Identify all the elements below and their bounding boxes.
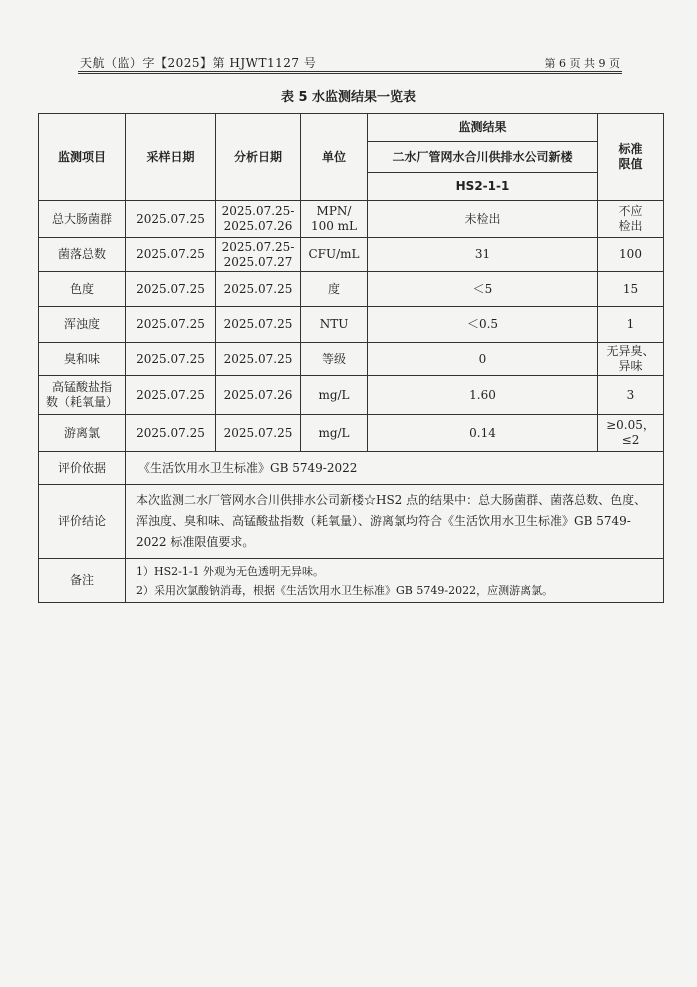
page-info: 第 6 页 共 9 页: [544, 57, 620, 70]
cell-sampling-date: 2025.07.25: [126, 415, 216, 452]
cell-item: 游离氯: [39, 415, 126, 452]
cell-result: ＜0.5: [368, 307, 598, 343]
cell-result: 未检出: [368, 201, 598, 238]
cell-unit: NTU: [301, 307, 368, 343]
cell-unit: CFU/mL: [301, 238, 368, 272]
cell-unit: mg/L: [301, 415, 368, 452]
notes-label: 备注: [39, 559, 126, 603]
cell-analysis-date: 2025.07.25: [216, 415, 301, 452]
cell-limit: 1: [598, 307, 664, 343]
cell-item: 色度: [39, 272, 126, 307]
cell-limit: 100: [598, 238, 664, 272]
cell-sampling-date: 2025.07.25: [126, 343, 216, 376]
cell-result: 0.14: [368, 415, 598, 452]
cell-sampling-date: 2025.07.25: [126, 272, 216, 307]
header-analysis-date: 分析日期: [216, 114, 301, 201]
cell-limit: 15: [598, 272, 664, 307]
table-row: [39, 343, 664, 376]
table-row: [39, 415, 664, 452]
report-number: 天航（监）字【2025】第 HJWT1127 号: [80, 56, 317, 70]
cell-limit: 无异臭、 异味: [598, 343, 664, 376]
cell-limit: 3: [598, 376, 664, 415]
note-item: 2）采用次氯酸钠消毒，根据《生活饮用水卫生标准》GB 5749-2022，应测游离氯。: [136, 583, 554, 597]
header-unit: 单位: [301, 114, 368, 201]
evaluation-basis: 《生活饮用水卫生标准》GB 5749-2022: [126, 452, 664, 485]
cell-analysis-date: 2025.07.25- 2025.07.27: [216, 238, 301, 272]
cell-item: 总大肠菌群: [39, 201, 126, 238]
header-rule: [78, 73, 622, 74]
cell-result: 31: [368, 238, 598, 272]
header-sample-id: HS2-1-1: [368, 173, 598, 201]
cell-item: 高锰酸盐指 数（耗氧量）: [39, 376, 126, 415]
cell-unit: 等级: [301, 343, 368, 376]
header-item: 监测项目: [39, 114, 126, 201]
evaluation-conclusion: 本次监测二水厂管网水合川供排水公司新楼☆HS2 点的结果中：总大肠菌群、菌落总数、色度、浑浊度、臭和味、高锰酸盐指数（耗氧量）、游离氯均符合《生活饮用水卫生标准》GB 5749-2022 标准限值要求。: [126, 485, 664, 559]
notes-row: [39, 559, 664, 603]
header-limit: [598, 114, 664, 201]
table-row: [39, 238, 664, 272]
results-table: [38, 113, 664, 603]
table-row: [39, 201, 664, 238]
cell-analysis-date: 2025.07.25- 2025.07.26: [216, 201, 301, 238]
header-sampling-date: 采样日期: [126, 114, 216, 201]
cell-item: 菌落总数: [39, 238, 126, 272]
cell-result: ＜5: [368, 272, 598, 307]
cell-analysis-date: 2025.07.25: [216, 307, 301, 343]
notes: [126, 559, 664, 603]
evaluation-basis-row: [39, 452, 664, 485]
cell-unit: MPN/ 100 mL: [301, 201, 368, 238]
cell-result: 1.60: [368, 376, 598, 415]
cell-limit: ≥0.05， ≤2: [598, 415, 664, 452]
cell-unit: 度: [301, 272, 368, 307]
evaluation-conclusion-label: 评价结论: [39, 485, 126, 559]
header-limit-line1: 标准: [618, 142, 643, 156]
header-results: 监测结果: [368, 114, 598, 142]
cell-analysis-date: 2025.07.25: [216, 343, 301, 376]
cell-unit: mg/L: [301, 376, 368, 415]
cell-sampling-date: 2025.07.25: [126, 376, 216, 415]
cell-item: 浑浊度: [39, 307, 126, 343]
evaluation-basis-label: 评价依据: [39, 452, 126, 485]
cell-analysis-date: 2025.07.26: [216, 376, 301, 415]
table-row: [39, 307, 664, 343]
table-row: [39, 272, 664, 307]
header-limit-line2: 限值: [618, 157, 643, 171]
table-caption: 表 5 水监测结果一览表: [280, 90, 417, 105]
cell-sampling-date: 2025.07.25: [126, 201, 216, 238]
header-location: 二水厂管网水合川供排水公司新楼: [368, 142, 598, 173]
note-item: 1）HS2-1-1 外观为无色透明无异味。: [136, 564, 325, 578]
cell-sampling-date: 2025.07.25: [126, 307, 216, 343]
cell-limit: 不应 检出: [598, 201, 664, 238]
evaluation-conclusion-row: [39, 485, 664, 559]
cell-result: 0: [368, 343, 598, 376]
cell-item: 臭和味: [39, 343, 126, 376]
table-row: [39, 376, 664, 415]
header-rule: [78, 71, 622, 72]
cell-analysis-date: 2025.07.25: [216, 272, 301, 307]
cell-sampling-date: 2025.07.25: [126, 238, 216, 272]
